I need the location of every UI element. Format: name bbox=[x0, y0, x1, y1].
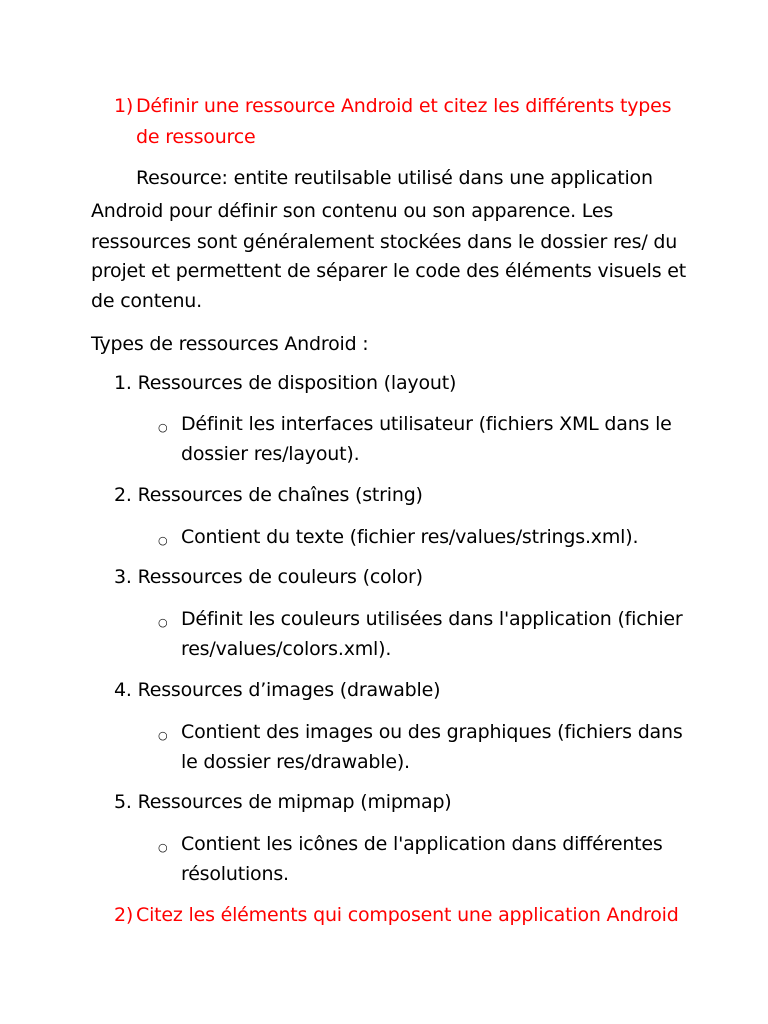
type-3-bullet: ○ bbox=[158, 616, 168, 629]
type-3-desc-line-2: res/values/colors.xml). bbox=[181, 638, 392, 660]
definition-line-1: Resource: entite reutilsable utilisé dans une application bbox=[136, 167, 653, 189]
type-1-desc-line-2: dossier res/layout). bbox=[181, 443, 360, 465]
definition-line-3: ressources sont généralement stockées dans le dossier res/ du bbox=[91, 231, 678, 253]
type-1-bullet: ○ bbox=[158, 421, 168, 434]
heading-2-number: 2) bbox=[114, 904, 134, 926]
type-2-title: 2. Ressources de chaînes (string) bbox=[114, 484, 423, 506]
type-5-desc-line-1: Contient les icônes de l'application dans différentes bbox=[181, 833, 663, 855]
definition-line-4: projet et permettent de séparer le code des éléments visuels et bbox=[91, 260, 687, 282]
type-2-bullet: ○ bbox=[158, 534, 168, 547]
type-4-desc-line-2: le dossier res/drawable). bbox=[181, 751, 410, 773]
heading-1-line-2: de ressource bbox=[136, 126, 256, 148]
type-5-bullet: ○ bbox=[158, 841, 168, 854]
heading-1-line-1: Définir une ressource Android et citez les différents types bbox=[136, 95, 672, 117]
type-3-desc-line-1: Définit les couleurs utilisées dans l'application (fichier bbox=[181, 608, 683, 630]
type-4-bullet: ○ bbox=[158, 729, 168, 742]
definition-line-5: de contenu. bbox=[91, 290, 202, 312]
type-5-title: 5. Ressources de mipmap (mipmap) bbox=[114, 791, 452, 813]
type-1-title: 1. Ressources de disposition (layout) bbox=[114, 372, 457, 394]
type-4-desc-line-1: Contient des images ou des graphiques (fichiers dans bbox=[181, 721, 683, 743]
type-2-desc-line-1: Contient du texte (fichier res/values/strings.xml). bbox=[181, 526, 639, 548]
heading-2-line-1: Citez les éléments qui composent une application Android bbox=[136, 904, 679, 926]
type-1-desc-line-1: Définit les interfaces utilisateur (fichiers XML dans le bbox=[181, 413, 672, 435]
definition-line-2: Android pour définir son contenu ou son apparence. Les bbox=[91, 200, 614, 222]
type-4-title: 4. Ressources d’images (drawable) bbox=[114, 679, 441, 701]
type-5-desc-line-2: résolutions. bbox=[181, 863, 289, 885]
type-3-title: 3. Ressources de couleurs (color) bbox=[114, 566, 423, 588]
heading-1-number: 1) bbox=[114, 95, 134, 117]
types-intro: Types de ressources Android : bbox=[91, 333, 369, 355]
